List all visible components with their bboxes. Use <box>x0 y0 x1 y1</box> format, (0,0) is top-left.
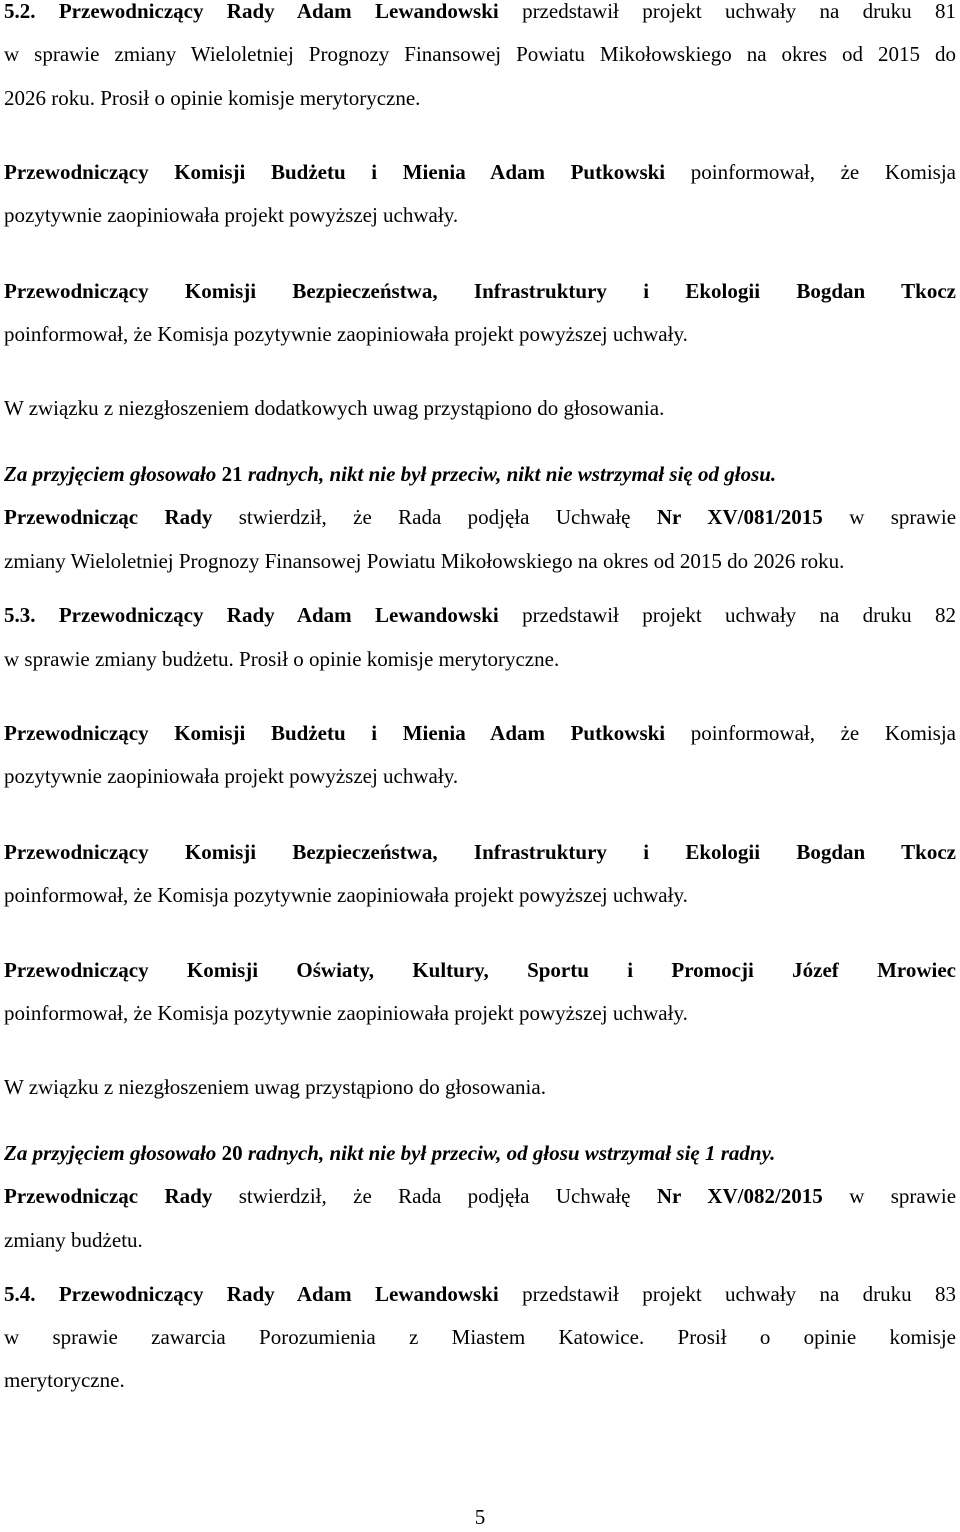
item-5-3-lead-line1 <box>4 600 956 630</box>
chair-name: Przewodniczący Rady Adam Lewandowski <box>58 0 499 23</box>
chair-name: Przewodniczący Rady Adam Lewandowski <box>58 603 499 627</box>
opinion-speaker-line: Przewodniczący Komisji Budżetu i Mienia Adam Putkowski poinformował, że Komisja <box>4 721 956 745</box>
lead-text: przedstawił projekt uchwały na druku 83 <box>522 1282 956 1306</box>
item-number: 5.2. <box>4 0 36 23</box>
item-number: 5.3. <box>4 603 36 627</box>
item-5-3-lead-line2: w sprawie zmiany budżetu. Prosił o opinie komisje merytoryczne. <box>4 647 560 671</box>
committee-chair: Przewodniczący Komisji Budżetu i Mienia Adam Putkowski <box>4 721 666 745</box>
item-5-4-lead-line1 <box>4 1279 956 1309</box>
committee-chair: Przewodniczący Komisji Bezpieczeństwa, Infrastruktury i Ekologii Bogdan Tkocz <box>4 279 956 303</box>
chair-name: Przewodniczący Rady Adam Lewandowski <box>58 1282 499 1306</box>
opinion-speaker-line <box>4 276 956 306</box>
resolution-chair: Przewodnicząc Rady <box>4 1184 213 1208</box>
vote-count: 20 <box>221 1141 243 1165</box>
opinion-text-line: poinformował, że Komisja pozytywnie zaopiniowała projekt powyższej uchwały. <box>4 322 688 346</box>
resolution-subject: zmiany budżetu. <box>4 1228 143 1252</box>
lead-text: przedstawił projekt uchwały na druku 82 <box>522 603 956 627</box>
page-number: 5 <box>474 1505 486 1529</box>
item-5-2-lead-line2: w sprawie zmiany Wieloletniej Prognozy Finansowej Powiatu Mikołowskiego na okres od 2015 do <box>4 42 956 66</box>
opinion-speaker-line <box>4 955 956 985</box>
resolution-number: Nr XV/082/2015 <box>656 1184 823 1208</box>
item-5-2-lead-line1 <box>4 0 956 26</box>
opinion-speaker-line <box>4 837 956 867</box>
vote-intro: W związku z niezgłoszeniem uwag przystąpiono do głosowania. <box>4 1075 546 1099</box>
item-number: 5.4. <box>4 1282 36 1306</box>
committee-chair: Przewodniczący Komisji Bezpieczeństwa, Infrastruktury i Ekologii Bogdan Tkocz <box>4 840 956 864</box>
vote-result: Za przyjęciem głosowało 21 radnych, nikt nie był przeciw, nikt nie wstrzymał się od głosu. <box>4 462 777 486</box>
resolution-number: Nr XV/081/2015 <box>656 505 823 529</box>
vote-count: 21 <box>221 462 243 486</box>
resolution-line: Przewodnicząc Rady stwierdził, że Rada podjęła Uchwałę Nr XV/081/2015 w sprawie <box>4 505 956 529</box>
committee-chair: Przewodniczący Komisji Oświaty, Kultury, Sportu i Promocji Józef Mrowiec <box>4 958 956 982</box>
opinion-text-line: pozytywnie zaopiniowała projekt powyższej uchwały. <box>4 764 459 788</box>
committee-chair: Przewodniczący Komisji Budżetu i Mienia Adam Putkowski <box>4 160 666 184</box>
item-5-4-lead-line3: merytoryczne. <box>4 1368 125 1392</box>
item-5-2-lead-line3: 2026 roku. Prosił o opinie komisje merytoryczne. <box>4 86 421 110</box>
resolution-subject: zmiany Wieloletniej Prognozy Finansowej Powiatu Mikołowskiego na okres od 2015 do 2026 roku. <box>4 549 845 573</box>
opinion-speaker-line: Przewodniczący Komisji Budżetu i Mienia Adam Putkowski poinformował, że Komisja <box>4 160 956 184</box>
opinion-text-line: poinformował, że Komisja pozytywnie zaopiniowała projekt powyższej uchwały. <box>4 1001 688 1025</box>
vote-intro: W związku z niezgłoszeniem dodatkowych uwag przystąpiono do głosowania. <box>4 396 665 420</box>
item-5-4-lead-line2: w sprawie zawarcia Porozumienia z Miastem Katowice. Prosił o opinie komisje <box>4 1325 956 1349</box>
lead-text: przedstawił projekt uchwały na druku 81 <box>522 0 956 23</box>
resolution-chair: Przewodnicząc Rady <box>4 505 213 529</box>
vote-result: Za przyjęciem głosowało 20 radnych, nikt nie był przeciw, od głosu wstrzymał się 1 radny. <box>4 1141 776 1165</box>
resolution-line: Przewodnicząc Rady stwierdził, że Rada podjęła Uchwałę Nr XV/082/2015 w sprawie <box>4 1184 956 1208</box>
opinion-text-line: poinformował, że Komisja pozytywnie zaopiniowała projekt powyższej uchwały. <box>4 883 688 907</box>
opinion-text-line: pozytywnie zaopiniowała projekt powyższej uchwały. <box>4 203 459 227</box>
